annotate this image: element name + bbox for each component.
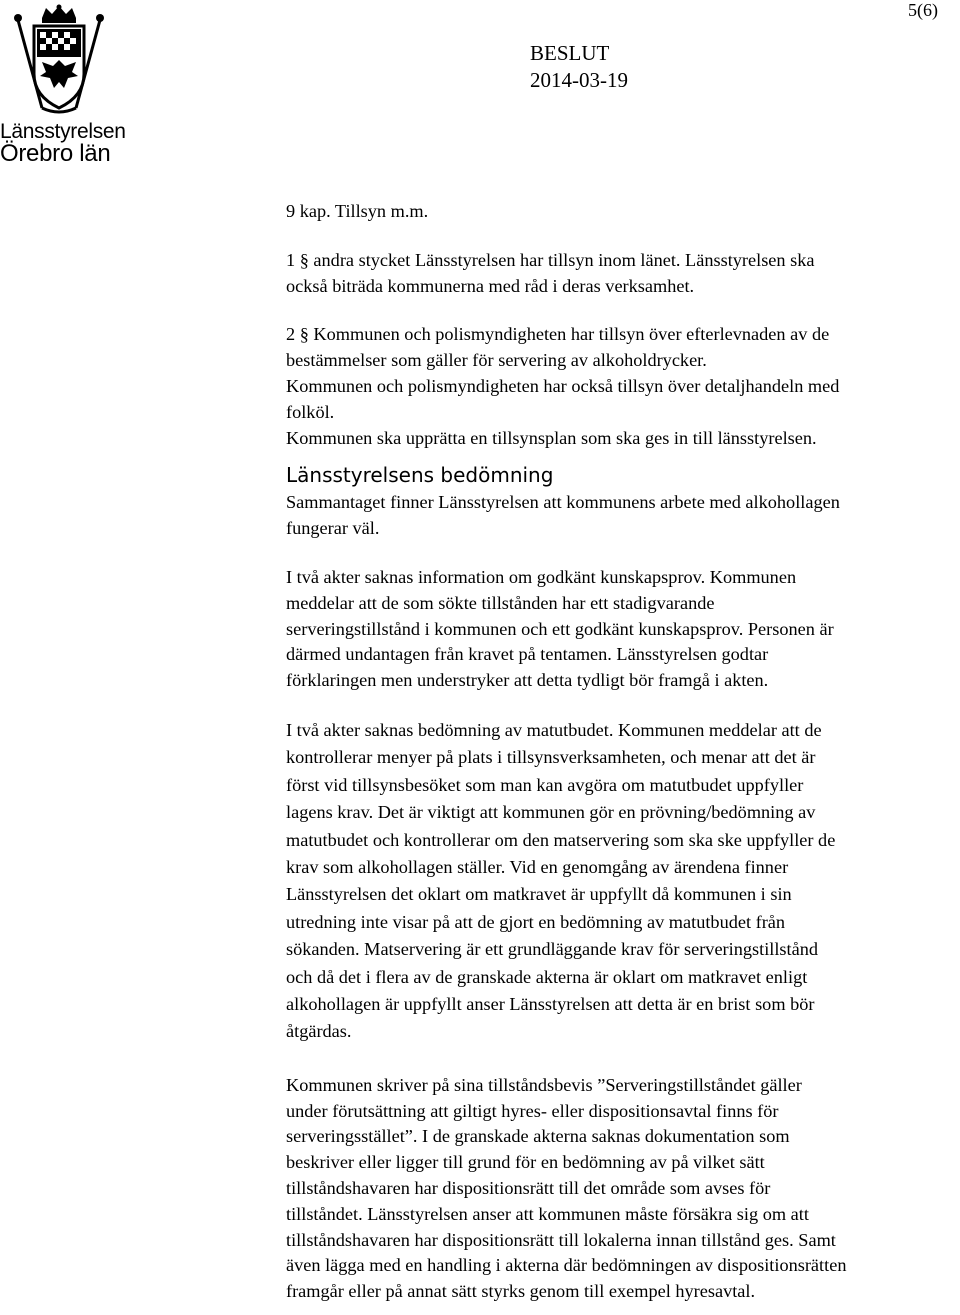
document-date: 2014-03-19 bbox=[530, 68, 628, 92]
text-line: krav som alkohollagen ställer. Vid en genomgång av ärendena finner bbox=[286, 856, 789, 877]
text-line: förklaringen men understryker att detta tydligt bör framgå i akten. bbox=[286, 670, 769, 691]
text-line: under förutsättning att giltigt hyres- eller dispositionsavtal finns för bbox=[286, 1100, 779, 1121]
text-line: matutbudet och kontrollerar om den matservering som ska ske uppfyller de bbox=[286, 829, 836, 850]
text-line: framgår eller på annat sätt styrks genom till exempel hyresavtal. bbox=[286, 1281, 756, 1302]
paragraph-4 bbox=[286, 565, 956, 694]
document-type: BESLUT bbox=[530, 41, 610, 65]
text-line: 2 § Kommunen och polismyndigheten har tillsyn över efterlevnaden av de bbox=[286, 324, 830, 345]
paragraph-2 bbox=[286, 322, 956, 451]
text-line: åtgärdas. bbox=[286, 1021, 352, 1042]
coat-of-arms-icon bbox=[12, 4, 106, 116]
paragraph-3 bbox=[286, 490, 956, 542]
text-line: först vid tillsynsbesöket som man kan avgöra om matutbudet uppfyller bbox=[286, 774, 804, 795]
text-line: Kommunen och polismyndigheten har också tillsyn över detaljhandeln med bbox=[286, 375, 840, 396]
text-line: beskriver eller ligger till grund för en bedömning av på vilket sätt bbox=[286, 1152, 765, 1173]
text-line: lagens krav. Det är viktigt att kommunen gör en prövning/bedömning av bbox=[286, 802, 816, 823]
document-body bbox=[286, 199, 956, 1305]
text-line: tillståndshavaren har dispositionsrätt till det område som avses för bbox=[286, 1178, 771, 1199]
text-line: också biträda kommunerna med råd i deras verksamhet. bbox=[286, 275, 695, 296]
paragraph-1 bbox=[286, 248, 956, 300]
text-line: tillståndshavaren har dispositionsrätt till lokalerna innan tillstånd ges. Samt bbox=[286, 1229, 836, 1250]
text-line: kontrollerar menyer på plats i tillsynsverksamheten, och menar att det är bbox=[286, 747, 816, 768]
text-line: meddelar att de som sökte tillstånden har ett stadigvarande bbox=[286, 592, 715, 613]
page-number: 5(6) bbox=[908, 0, 938, 20]
agency-logo bbox=[0, 4, 126, 167]
text-line: serveringstillstånd i kommunen och ett godkänt kunskapsprov. Personen är bbox=[286, 618, 834, 639]
text-line: och då det i flera av de granskade akterna är oklart om matkravet enligt bbox=[286, 966, 808, 987]
text-line: Kommunen skriver på sina tillståndsbevis ”Serveringstillståndet gäller bbox=[286, 1074, 802, 1095]
text-line: Sammantaget finner Länsstyrelsen att kommunens arbete med alkohollagen bbox=[286, 492, 840, 513]
text-line: I två akter saknas information om godkänt kunskapsprov. Kommunen bbox=[286, 566, 797, 587]
text-line: därmed undantagen från kravet på tentamen. Länsstyrelsen godtar bbox=[286, 644, 769, 665]
text-line: bestämmelser som gäller för servering av alkoholdrycker. bbox=[286, 350, 707, 371]
text-line: utredning inte visar på att de gjort en bedömning av matutbudet från bbox=[286, 911, 786, 932]
text-line: folköl. bbox=[286, 401, 335, 422]
text-line: tillståndet. Länsstyrelsen anser att kommunen måste försäkra sig om att bbox=[286, 1203, 809, 1224]
logo-text-county: Örebro län bbox=[0, 140, 111, 167]
text-line: sökanden. Matservering är ett grundläggande krav för serveringstillstånd bbox=[286, 939, 819, 960]
assessment-heading: Länsstyrelsens bedömning bbox=[286, 463, 554, 488]
text-line: även lägga med en handling i akterna där bedömningen av dispositionsrätten bbox=[286, 1255, 847, 1276]
text-line: 1 § andra stycket Länsstyrelsen har tillsyn inom länet. Länsstyrelsen ska bbox=[286, 249, 815, 270]
text-line: serveringsstället”. I de granskade akterna saknas dokumentation som bbox=[286, 1126, 790, 1147]
text-line: Kommunen ska upprätta en tillsynsplan som ska ges in till länsstyrelsen. bbox=[286, 427, 817, 448]
text-line: I två akter saknas bedömning av matutbudet. Kommunen meddelar att de bbox=[286, 719, 822, 740]
text-line: alkohollagen är uppfyllt anser Länsstyrelsen att detta är en brist som bör bbox=[286, 994, 815, 1015]
section-title: 9 kap. Tillsyn m.m. bbox=[286, 201, 429, 221]
paragraph-6 bbox=[286, 1073, 956, 1305]
logo-text-agency: Länsstyrelsen bbox=[0, 120, 126, 143]
paragraph-5 bbox=[286, 717, 956, 1046]
text-line: fungerar väl. bbox=[286, 518, 380, 539]
text-line: Länsstyrelsen det oklart om matkravet är uppfyllt då kommunen i sin bbox=[286, 884, 792, 905]
